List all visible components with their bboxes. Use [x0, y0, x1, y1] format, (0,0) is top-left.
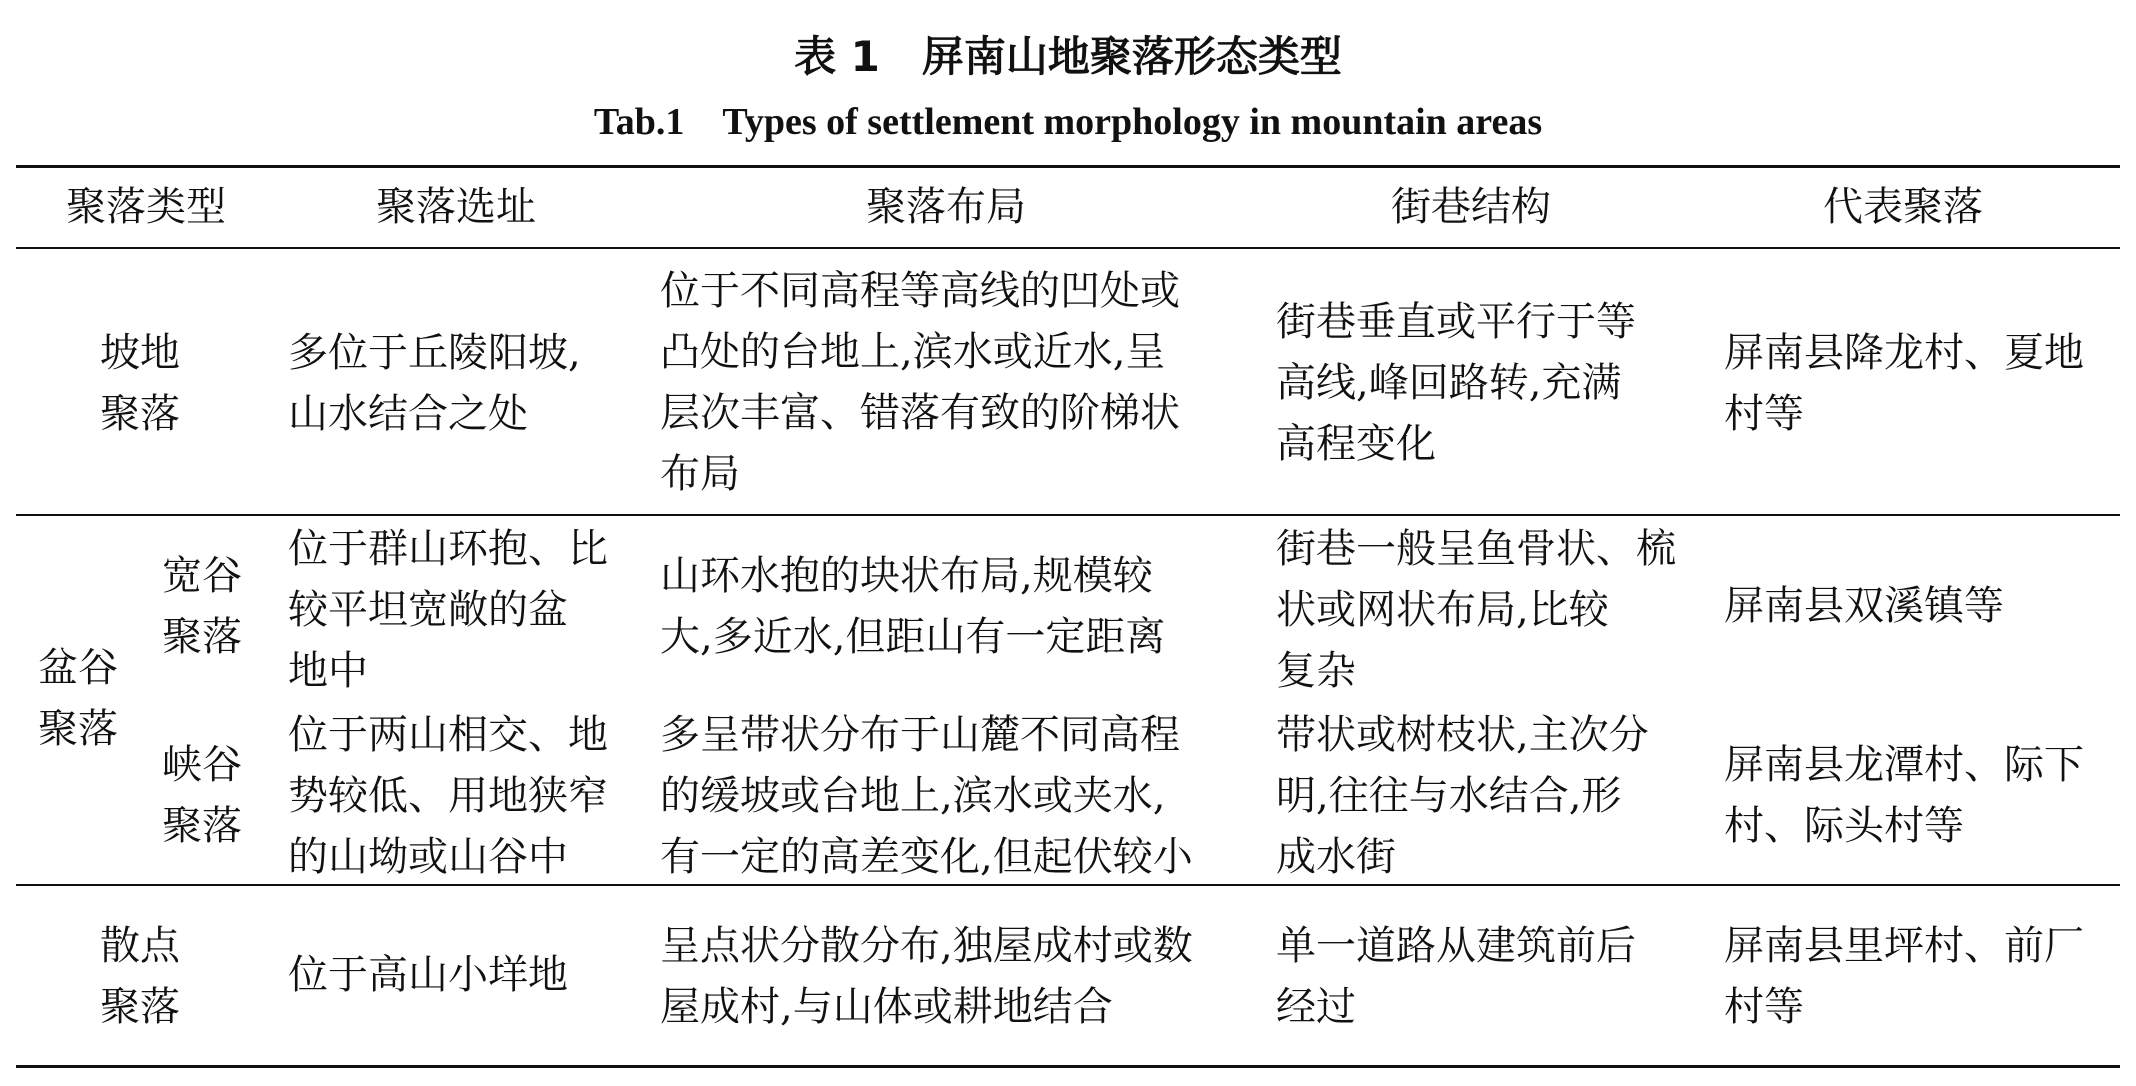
gorge-settlement-site: 位于两山相交、地 势较低、用地狭窄 的山坳或山谷中: [288, 712, 608, 880]
bottom-rule: [16, 1065, 2120, 1068]
header-representative: 代表聚落: [1823, 184, 1983, 230]
scattered-settlement-site: 位于高山小垟地: [288, 952, 568, 998]
top-rule: [16, 165, 2120, 168]
gorge-settlement-type: 峡谷 聚落: [162, 742, 242, 849]
gorge-settlement-layout: 多呈带状分布于山麓不同高程 的缓坡或台地上,滨水或夹水, 有一定的高差变化,但起伏较小: [660, 712, 1193, 880]
wide-valley-settlement-street: 街巷一般呈鱼骨状、梳 状或网状布局,比较 复杂: [1276, 526, 1676, 694]
gorge-settlement-street: 带状或树枝状,主次分 明,往往与水结合,形 成水街: [1276, 712, 1649, 880]
header-settlement-type: 聚落类型: [66, 184, 226, 230]
header-layout: 聚落布局: [866, 184, 1026, 230]
header-site-selection: 聚落选址: [376, 184, 536, 230]
row-divider-1: [16, 514, 2120, 516]
header-street-structure: 街巷结构: [1391, 184, 1551, 230]
scattered-settlement-type: 散点 聚落: [100, 923, 180, 1030]
slope-settlement-layout: 位于不同高程等高线的凹处或 凸处的台地上,滨水或近水,呈 层次丰富、错落有致的阶梯状 布局: [660, 268, 1180, 497]
wide-valley-settlement-example: 屏南县双溪镇等: [1724, 583, 2004, 629]
table-caption-english: Tab.1 Types of settlement morphology in mountain areas: [593, 101, 1543, 143]
wide-valley-settlement-type: 宽谷 聚落: [162, 553, 242, 660]
slope-settlement-site: 多位于丘陵阳坡, 山水结合之处: [288, 330, 581, 437]
scattered-settlement-example: 屏南县里坪村、前厂 村等: [1724, 923, 2084, 1030]
gorge-settlement-example: 屏南县龙潭村、际下 村、际头村等: [1724, 742, 2084, 849]
table-caption-chinese: 表 1 屏南山地聚落形态类型: [794, 32, 1342, 81]
slope-settlement-type: 坡地 聚落: [100, 330, 180, 437]
basin-valley-group-label: 盆谷 聚落: [38, 645, 118, 752]
wide-valley-settlement-layout: 山环水抱的块状布局,规模较 大,多近水,但距山有一定距离: [660, 553, 1166, 660]
slope-settlement-street: 街巷垂直或平行于等 高线,峰回路转,充满 高程变化: [1276, 299, 1636, 467]
scattered-settlement-street: 单一道路从建筑前后 经过: [1276, 923, 1636, 1030]
slope-settlement-example: 屏南县降龙村、夏地 村等: [1724, 330, 2084, 437]
header-rule: [16, 247, 2120, 249]
wide-valley-settlement-site: 位于群山环抱、比 较平坦宽敞的盆 地中: [288, 526, 608, 694]
scattered-settlement-layout: 呈点状分散分布,独屋成村或数 屋成村,与山体或耕地结合: [660, 923, 1193, 1030]
